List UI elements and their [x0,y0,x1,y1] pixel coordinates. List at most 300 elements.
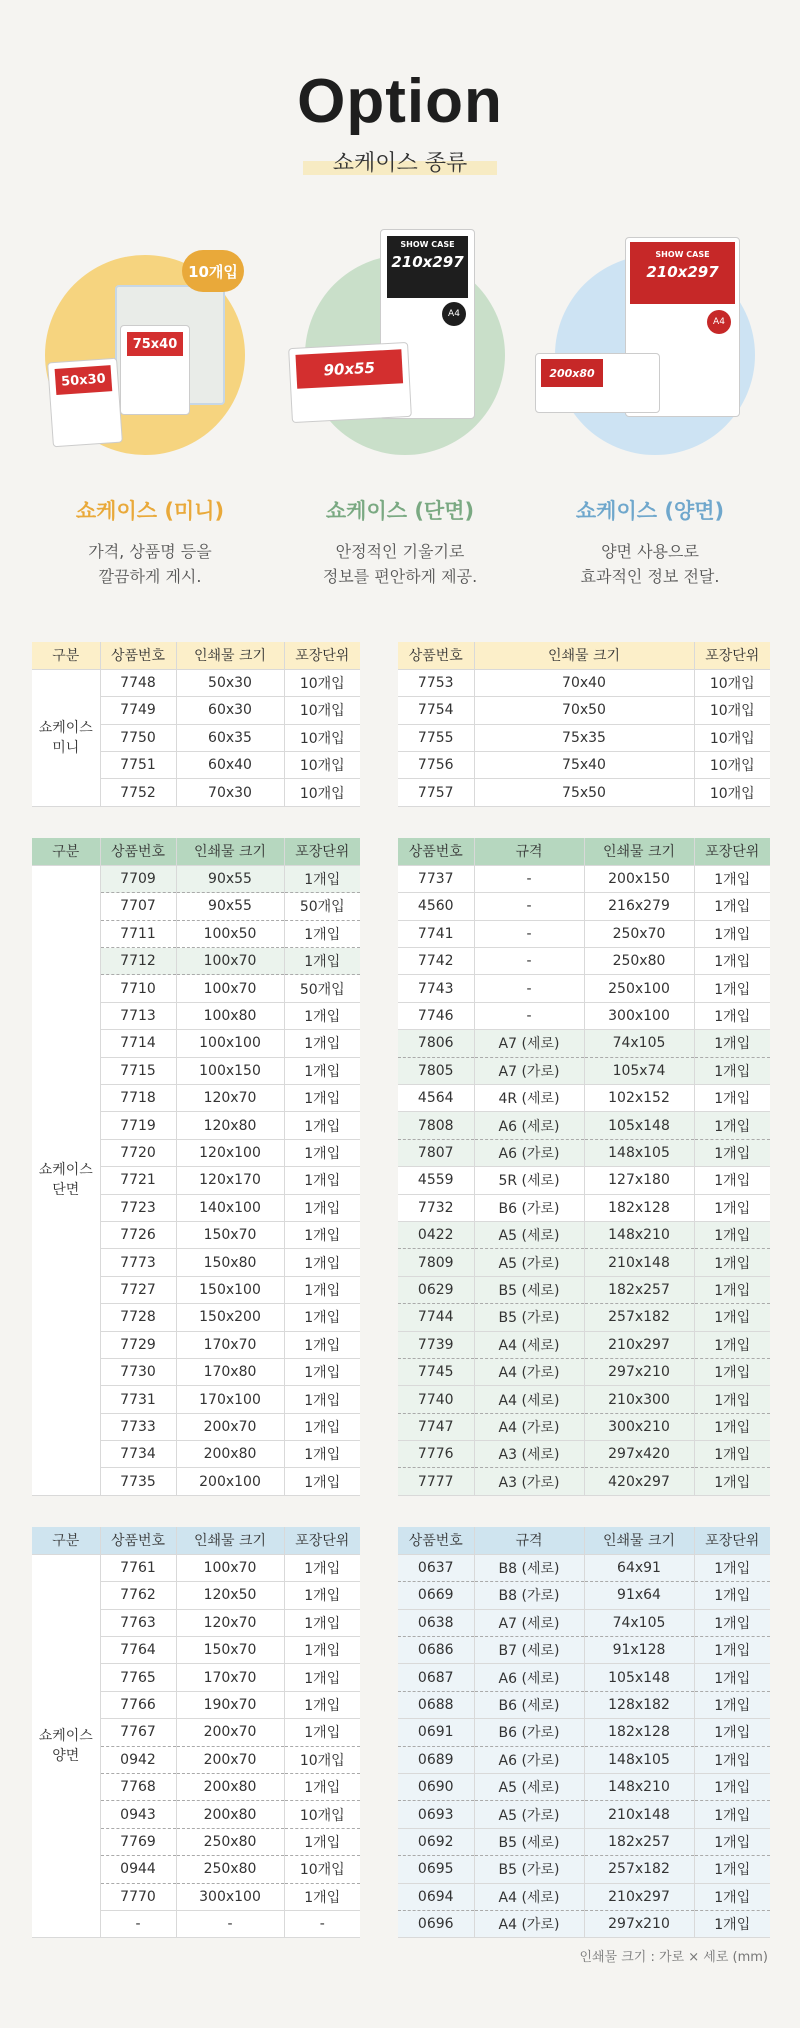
product-number-cell: 0638 [398,1609,474,1636]
table-row [398,893,770,920]
table-header-row [32,1527,360,1554]
print-size-cell: 120x50 [176,1582,284,1609]
product-number-cell: 7740 [398,1386,474,1413]
print-size-cell: 70x40 [474,669,694,696]
standard-cell: A4 (가로) [474,1413,584,1440]
table-row [398,1554,770,1581]
product-number-cell: 7733 [100,1413,176,1440]
table-row [398,1002,770,1029]
product-number-cell: 0942 [100,1746,176,1773]
product-single-image [285,225,515,455]
table-row [398,975,770,1002]
caption-single [270,495,530,589]
column-header: 상품번호 [100,1527,176,1554]
product-number-cell: 7728 [100,1304,176,1331]
standard-cell: B6 (가로) [474,1194,584,1221]
standard-cell: A4 (세로) [474,1386,584,1413]
print-size-cell: 140x100 [176,1194,284,1221]
product-number-cell: 7731 [100,1386,176,1413]
product-number-cell: 7763 [100,1609,176,1636]
print-size-cell: 200x70 [176,1746,284,1773]
table-header-row [398,642,770,669]
danmyeon-right-table [398,838,770,1496]
pack-unit-cell: 1개입 [694,948,770,975]
pack-unit-cell: - [284,1910,360,1937]
pack-unit-cell: 10개입 [284,1746,360,1773]
pack-unit-cell: 10개입 [694,752,770,779]
column-header: 인쇄물 크기 [584,1527,694,1554]
product-number-cell: 7773 [100,1249,176,1276]
standard-cell: - [474,948,584,975]
product-number-cell: 7709 [100,865,176,892]
pack-unit-cell: 1개입 [284,1554,360,1581]
column-header: 규격 [474,1527,584,1554]
column-header: 구분 [32,642,100,669]
column-header: 규격 [474,838,584,865]
standard-cell: A3 (세로) [474,1441,584,1468]
table-row [398,1304,770,1331]
pack-unit-cell: 10개입 [284,752,360,779]
print-size-cell: 120x80 [176,1112,284,1139]
column-header: 상품번호 [398,642,474,669]
table-row [398,1221,770,1248]
pack-unit-cell: 10개입 [284,724,360,751]
product-number-cell: 7710 [100,975,176,1002]
caption-mini [20,495,280,589]
print-size-cell: 91x64 [584,1582,694,1609]
pack-unit-cell: 1개입 [694,1413,770,1440]
standard-cell: - [474,893,584,920]
print-size-cell: 170x70 [176,1331,284,1358]
column-header: 포장단위 [694,1527,770,1554]
standard-cell: A6 (세로) [474,1664,584,1691]
print-size-cell: 216x279 [584,893,694,920]
category-line: 쇼케이스 [38,1728,93,1745]
card-label-210x297: 210x297 [646,263,719,281]
standard-cell: - [474,865,584,892]
table-row [398,1664,770,1691]
table-row [32,1554,360,1581]
print-size-cell: 70x50 [474,697,694,724]
pack-unit-cell: 1개입 [694,1139,770,1166]
product-double-image [535,225,765,455]
print-size-cell: 60x30 [176,697,284,724]
category-line: 단면 [52,1182,80,1199]
print-size-cell: 200x70 [176,1719,284,1746]
product-number-cell: 7762 [100,1582,176,1609]
pack-unit-cell: 1개입 [284,1358,360,1385]
caption-desc [270,539,530,589]
print-size-cell: 182x128 [584,1719,694,1746]
print-size-cell: 90x55 [176,865,284,892]
table-row [398,1774,770,1801]
product-number-cell: 7730 [100,1358,176,1385]
standard-cell: - [474,975,584,1002]
print-size-cell: 300x100 [584,1002,694,1029]
column-header: 포장단위 [284,838,360,865]
column-header: 상품번호 [100,642,176,669]
print-size-cell: 420x297 [584,1468,694,1495]
standard-cell: B5 (세로) [474,1828,584,1855]
print-size-cell: 150x70 [176,1221,284,1248]
pack-unit-cell: 1개입 [694,1910,770,1937]
column-header: 포장단위 [694,642,770,669]
product-number-cell: 7734 [100,1441,176,1468]
pack-unit-cell: 1개입 [694,1664,770,1691]
print-size-cell: 250x80 [584,948,694,975]
pack-unit-cell: 1개입 [284,1774,360,1801]
pack-unit-cell: 1개입 [694,1194,770,1221]
product-number-cell: 7765 [100,1664,176,1691]
pack-unit-cell: 1개입 [694,1002,770,1029]
product-number-cell: 7718 [100,1085,176,1112]
product-number-cell: 7806 [398,1030,474,1057]
table-row [398,1194,770,1221]
pack-unit-cell: 1개입 [694,1331,770,1358]
standard-cell: A3 (가로) [474,1468,584,1495]
print-size-cell: 250x80 [176,1828,284,1855]
pack-unit-cell: 1개입 [694,1386,770,1413]
product-number-cell: 7707 [100,893,176,920]
pack-unit-cell: 10개입 [694,779,770,806]
column-header: 인쇄물 크기 [584,838,694,865]
table-row [398,1386,770,1413]
print-size-cell: 100x70 [176,948,284,975]
table-row [398,1746,770,1773]
table-row [398,1637,770,1664]
price-card [120,325,190,415]
table-row [398,948,770,975]
print-size-cell: 105x148 [584,1664,694,1691]
print-size-cell: 190x70 [176,1691,284,1718]
pack-unit-cell: 50개입 [284,893,360,920]
product-number-cell: 7726 [100,1221,176,1248]
pack-unit-cell: 1개입 [694,975,770,1002]
print-size-cell: 210x300 [584,1386,694,1413]
pack-unit-cell: 1개입 [284,1194,360,1221]
pack-unit-cell: 10개입 [694,697,770,724]
product-number-cell: 7753 [398,669,474,696]
pack-unit-cell: 1개입 [694,1582,770,1609]
standard-cell: A7 (세로) [474,1609,584,1636]
category-line: 쇼케이스 [38,719,93,736]
product-number-cell: 7770 [100,1883,176,1910]
print-size-cell: 120x170 [176,1167,284,1194]
product-number-cell: 7744 [398,1304,474,1331]
column-header: 포장단위 [284,642,360,669]
page-title: Option [297,67,503,136]
column-header: 인쇄물 크기 [474,642,694,669]
pack-unit-cell: 1개입 [694,1691,770,1718]
table-row [398,697,770,724]
product-number-cell: 7712 [100,948,176,975]
brand-label: SHOW CASE [655,250,710,259]
category-line: 쇼케이스 [38,1162,93,1179]
print-size-cell: 257x182 [584,1856,694,1883]
product-number-cell: 0943 [100,1801,176,1828]
print-size-cell: 60x35 [176,724,284,751]
standard-cell: 5R (세로) [474,1167,584,1194]
print-size-cell: 200x100 [176,1468,284,1495]
product-number-cell: 0695 [398,1856,474,1883]
print-size-cell: 210x148 [584,1249,694,1276]
print-size-cell: 150x70 [176,1637,284,1664]
pack-unit-cell: 1개입 [694,1167,770,1194]
product-number-cell: 7748 [100,669,176,696]
table-row [398,1856,770,1883]
product-number-cell: 7766 [100,1691,176,1718]
print-size-cell: 105x148 [584,1112,694,1139]
print-size-cell: 150x200 [176,1304,284,1331]
print-size-cell: 74x105 [584,1030,694,1057]
column-header: 인쇄물 크기 [176,838,284,865]
pack-unit-cell: 1개입 [284,1719,360,1746]
table-row [398,1582,770,1609]
product-number-cell: 7756 [398,752,474,779]
product-number-cell: - [100,1910,176,1937]
standard-cell: B6 (세로) [474,1691,584,1718]
table-row [398,1112,770,1139]
print-size-cell: 200x80 [176,1441,284,1468]
product-number-cell: 7764 [100,1637,176,1664]
pack-unit-cell: 1개입 [694,1358,770,1385]
standard-cell: A6 (세로) [474,1112,584,1139]
category-line: 양면 [52,1748,80,1765]
print-size-cell: 74x105 [584,1609,694,1636]
pack-unit-cell: 1개입 [284,1582,360,1609]
print-size-cell: 148x105 [584,1746,694,1773]
pack-unit-cell: 1개입 [694,893,770,920]
product-number-cell: 0691 [398,1719,474,1746]
product-number-cell: 7742 [398,948,474,975]
caption-double [520,495,780,589]
product-number-cell: 0696 [398,1910,474,1937]
pack-unit-cell: 1개입 [694,1554,770,1581]
caption-line: 깔끔하게 게시. [98,567,202,586]
product-number-cell: 7749 [100,697,176,724]
standard-cell: A4 (세로) [474,1331,584,1358]
pack-unit-cell: 1개입 [284,1331,360,1358]
category-cell [32,865,100,1495]
column-header: 구분 [32,838,100,865]
pack-unit-cell: 1개입 [694,1276,770,1303]
print-size-cell: 102x152 [584,1085,694,1112]
print-size-cell: 148x210 [584,1221,694,1248]
pack-unit-cell: 1개입 [694,1637,770,1664]
print-size-cell: 91x128 [584,1637,694,1664]
product-number-cell: 7719 [100,1112,176,1139]
product-number-cell: 7745 [398,1358,474,1385]
caption-line: 효과적인 정보 전달. [580,567,720,586]
table-row [398,1276,770,1303]
product-number-cell: 4564 [398,1085,474,1112]
print-size-cell: 128x182 [584,1691,694,1718]
table-row [398,1691,770,1718]
pack-unit-cell: 1개입 [284,948,360,975]
print-size-cell: 200x80 [176,1801,284,1828]
standard-cell: A4 (가로) [474,1358,584,1385]
a4-badge: A4 [442,302,466,326]
standard-cell: B8 (가로) [474,1582,584,1609]
product-number-cell: 7776 [398,1441,474,1468]
product-number-cell: 0694 [398,1883,474,1910]
pack-unit-cell: 1개입 [284,1304,360,1331]
print-size-cell: 150x100 [176,1276,284,1303]
product-number-cell: 7714 [100,1030,176,1057]
a4-badge: A4 [707,310,731,334]
standard-cell: A5 (세로) [474,1221,584,1248]
table-header-row [32,642,360,669]
pack-unit-cell: 1개입 [694,865,770,892]
print-size-cell: 100x70 [176,975,284,1002]
table-row [32,669,360,696]
print-size-cell: 182x257 [584,1276,694,1303]
product-number-cell: 7711 [100,920,176,947]
brand-label: SHOW CASE [400,240,455,249]
pack-unit-cell: 1개입 [284,920,360,947]
page-subtitle: 쇼케이스 종류 [303,146,498,177]
pack-unit-cell: 10개입 [284,697,360,724]
table-row [398,1167,770,1194]
caption-title: 쇼케이스 (미니) [75,499,225,523]
print-size-cell: 100x150 [176,1057,284,1084]
product-number-cell: 7750 [100,724,176,751]
pack-unit-cell: 1개입 [694,1304,770,1331]
stand-small [535,353,660,413]
print-size-cell: 127x180 [584,1167,694,1194]
product-number-cell: 0944 [100,1856,176,1883]
print-size-cell: 75x35 [474,724,694,751]
column-header: 상품번호 [398,838,474,865]
table-header-row [32,838,360,865]
table-row [398,724,770,751]
product-number-cell: 7777 [398,1468,474,1495]
table-row [398,1828,770,1855]
pack-unit-cell: 1개입 [694,1112,770,1139]
table-row [398,1085,770,1112]
table-row [398,1413,770,1440]
pack-unit-cell: 10개입 [694,669,770,696]
product-number-cell: 7727 [100,1276,176,1303]
print-size-cell: 170x80 [176,1358,284,1385]
pack-unit-cell: 1개입 [694,1801,770,1828]
table-row [398,1468,770,1495]
caption-desc [520,539,780,589]
print-size-cell: 210x148 [584,1801,694,1828]
product-number-cell: 7757 [398,779,474,806]
product-number-cell: 0637 [398,1554,474,1581]
product-number-cell: 7767 [100,1719,176,1746]
standard-cell: B6 (가로) [474,1719,584,1746]
table-header-row [398,838,770,865]
product-number-cell: 0687 [398,1664,474,1691]
product-number-cell: 0690 [398,1774,474,1801]
standard-cell: A4 (세로) [474,1883,584,1910]
standard-cell: A5 (세로) [474,1774,584,1801]
column-header: 구분 [32,1527,100,1554]
print-size-cell: 75x50 [474,779,694,806]
caption-line: 안정적인 기울기로 [335,542,465,561]
pack-unit-cell: 1개입 [284,1413,360,1440]
pack-unit-cell: 10개입 [284,669,360,696]
print-size-cell: 120x70 [176,1085,284,1112]
pack-unit-cell: 1개입 [284,1085,360,1112]
pack-unit-cell: 1개입 [694,1883,770,1910]
pack-unit-cell: 1개입 [284,1112,360,1139]
pack-unit-cell: 1개입 [284,1030,360,1057]
product-number-cell: 7807 [398,1139,474,1166]
pack-unit-cell: 1개입 [284,1221,360,1248]
column-header: 인쇄물 크기 [176,1527,284,1554]
pack-unit-cell: 1개입 [284,1609,360,1636]
standard-cell: - [474,920,584,947]
product-number-cell: 7739 [398,1331,474,1358]
print-size-cell: 64x91 [584,1554,694,1581]
pack-unit-cell: 10개입 [284,1801,360,1828]
card-label-210x297: 210x297 [391,253,464,271]
pack-unit-cell: 1개입 [694,1057,770,1084]
product-number-cell: 7729 [100,1331,176,1358]
table-row [398,1609,770,1636]
product-number-cell: 7713 [100,1002,176,1029]
mini-right-table [398,642,770,807]
pack-unit-cell: 1개입 [284,1883,360,1910]
print-size-cell: 120x100 [176,1139,284,1166]
pack-unit-cell: 1개입 [694,1719,770,1746]
table-row [398,1249,770,1276]
product-number-cell: 4560 [398,893,474,920]
pack-unit-cell: 50개입 [284,975,360,1002]
pack-unit-cell: 10개입 [284,1856,360,1883]
standard-cell: A7 (세로) [474,1030,584,1057]
pack-unit-cell: 1개입 [284,865,360,892]
table-row [32,865,360,892]
pack-unit-cell: 1개입 [694,1441,770,1468]
print-size-cell: 210x297 [584,1883,694,1910]
pack-unit-cell: 1개입 [284,1637,360,1664]
stand-small [288,342,412,423]
pack-unit-cell: 1개입 [284,1057,360,1084]
pack-unit-cell: 1개입 [284,1828,360,1855]
product-number-cell: 7741 [398,920,474,947]
standard-cell: B8 (세로) [474,1554,584,1581]
pack-unit-cell: 1개입 [694,1609,770,1636]
print-size-cell: 105x74 [584,1057,694,1084]
yangmyeon-right-table [398,1527,770,1938]
caption-line: 가격, 상품명 등을 [88,542,212,561]
product-number-cell: 0693 [398,1801,474,1828]
pack-unit-cell: 1개입 [284,1249,360,1276]
table-row [398,920,770,947]
pack-unit-cell: 10개입 [694,724,770,751]
print-size-cell: 120x70 [176,1609,284,1636]
print-size-cell: 200x150 [584,865,694,892]
table-row [398,1331,770,1358]
print-size-cell: 170x100 [176,1386,284,1413]
product-number-cell: 7737 [398,865,474,892]
print-size-cell: 148x210 [584,1774,694,1801]
print-size-cell: 250x100 [584,975,694,1002]
print-size-cell: 70x30 [176,779,284,806]
print-size-cell: 297x210 [584,1358,694,1385]
print-size-cell: 170x70 [176,1664,284,1691]
category-cell [32,1554,100,1937]
pack-unit-cell: 1개입 [284,1468,360,1495]
product-number-cell: 0686 [398,1637,474,1664]
print-size-cell: 300x100 [176,1883,284,1910]
standard-cell: B5 (가로) [474,1856,584,1883]
print-size-cell: 182x257 [584,1828,694,1855]
